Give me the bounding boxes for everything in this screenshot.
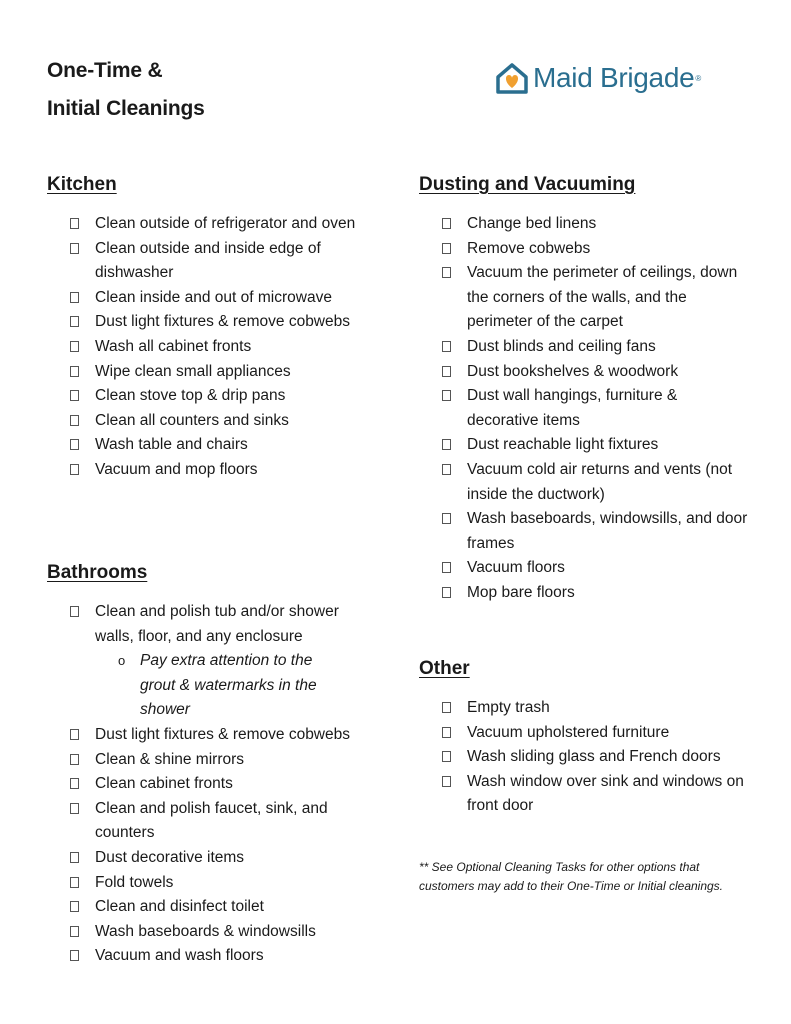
list-item: Wash window over sink and windows on front door <box>442 770 752 819</box>
checkbox-icon <box>442 390 451 401</box>
checkbox-icon <box>70 926 79 937</box>
list-item: Clean stove top & drip pans <box>70 384 370 409</box>
checkbox-icon <box>442 464 451 475</box>
list-item: Clean all counters and sinks <box>70 409 370 434</box>
checkbox-icon <box>70 606 79 617</box>
bathrooms-list <box>70 600 380 969</box>
checkbox-icon <box>70 341 79 352</box>
house-heart-icon <box>494 60 530 96</box>
checkbox-icon <box>442 439 451 450</box>
list-item: Clean and disinfect toilet <box>70 895 380 920</box>
checkbox-icon <box>70 243 79 254</box>
list-item: Vacuum floors <box>442 556 752 581</box>
page-title-line1: One-Time & <box>47 59 163 82</box>
bathrooms-heading: Bathrooms <box>47 562 148 583</box>
checkbox-icon <box>442 751 451 762</box>
checkbox-icon <box>70 950 79 961</box>
dusting-heading: Dusting and Vacuuming <box>419 174 636 195</box>
checkbox-icon <box>442 727 451 738</box>
checkbox-icon <box>70 439 79 450</box>
checkbox-icon <box>442 218 451 229</box>
list-item: Vacuum the perimeter of ceilings, down the corners of the walls, and the perimeter of the carpet <box>442 261 752 335</box>
list-item: Vacuum and wash floors <box>70 944 380 969</box>
checkbox-icon <box>70 464 79 475</box>
list-item: Clean outside of refrigerator and oven <box>70 212 370 237</box>
list-item: Clean cabinet fronts <box>70 772 380 797</box>
checkbox-icon <box>70 901 79 912</box>
checkbox-icon <box>442 243 451 254</box>
logo-registered-mark: ® <box>695 73 702 83</box>
circle-bullet-icon: o <box>118 653 126 669</box>
list-item: Remove cobwebs <box>442 237 752 262</box>
list-item: Wash table and chairs <box>70 433 370 458</box>
checkbox-icon <box>70 778 79 789</box>
list-item: Dust decorative items <box>70 846 380 871</box>
list-item: Wash sliding glass and French doors <box>442 745 752 770</box>
list-item: Vacuum and mop floors <box>70 458 370 483</box>
page-title-line2: Initial Cleanings <box>47 97 205 120</box>
footnote: ** See Optional Cleaning Tasks for other options that customers may add to their One-Time or Initial cleanings. <box>419 860 724 893</box>
checkbox-icon <box>442 513 451 524</box>
checkbox-icon <box>70 803 79 814</box>
list-item: Clean and polish tub and/or shower walls, floor, and any enclosure <box>70 600 380 649</box>
checkbox-icon <box>70 366 79 377</box>
checkbox-icon <box>70 415 79 426</box>
checkbox-icon <box>70 316 79 327</box>
checkbox-icon <box>70 877 79 888</box>
list-item: Mop bare floors <box>442 581 752 606</box>
checkbox-icon <box>442 366 451 377</box>
checkbox-icon <box>442 267 451 278</box>
list-item: Dust bookshelves & woodwork <box>442 360 752 385</box>
checkbox-icon <box>442 702 451 713</box>
list-item: Wash baseboards & windowsills <box>70 920 380 945</box>
logo <box>494 60 701 96</box>
list-item: Dust light fixtures & remove cobwebs <box>70 310 370 335</box>
kitchen-list <box>70 212 370 483</box>
checkbox-icon <box>442 776 451 787</box>
list-item: Dust blinds and ceiling fans <box>442 335 752 360</box>
checkbox-icon <box>442 341 451 352</box>
sub-list-item: o Pay extra attention to the grout & watermarks in the shower <box>70 649 380 723</box>
checkbox-icon <box>70 390 79 401</box>
checkbox-icon <box>442 562 451 573</box>
list-item: Clean & shine mirrors <box>70 748 380 773</box>
checkbox-icon <box>442 587 451 598</box>
list-item: Vacuum cold air returns and vents (not inside the ductwork) <box>442 458 752 507</box>
list-item: Wipe clean small appliances <box>70 360 370 385</box>
list-item: Fold towels <box>70 871 380 896</box>
other-list <box>442 696 752 819</box>
checkbox-icon <box>70 218 79 229</box>
list-item: Clean inside and out of microwave <box>70 286 370 311</box>
checkbox-icon <box>70 852 79 863</box>
checkbox-icon <box>70 754 79 765</box>
list-item: Change bed linens <box>442 212 752 237</box>
list-item: Clean and polish faucet, sink, and counters <box>70 797 380 846</box>
list-item: Clean outside and inside edge of dishwasher <box>70 237 370 286</box>
list-item: Dust reachable light fixtures <box>442 433 752 458</box>
list-item: Dust wall hangings, furniture & decorative items <box>442 384 752 433</box>
list-item: Vacuum upholstered furniture <box>442 721 752 746</box>
dusting-list <box>442 212 752 606</box>
list-item: Empty trash <box>442 696 752 721</box>
list-item: Wash baseboards, windowsills, and door frames <box>442 507 752 556</box>
checkbox-icon <box>70 292 79 303</box>
other-heading: Other <box>419 658 470 679</box>
list-item: Dust light fixtures & remove cobwebs <box>70 723 380 748</box>
logo-text: Maid Brigade <box>533 62 695 93</box>
kitchen-heading: Kitchen <box>47 174 117 195</box>
list-item: Wash all cabinet fronts <box>70 335 370 360</box>
page-title <box>47 52 205 128</box>
checkbox-icon <box>70 729 79 740</box>
